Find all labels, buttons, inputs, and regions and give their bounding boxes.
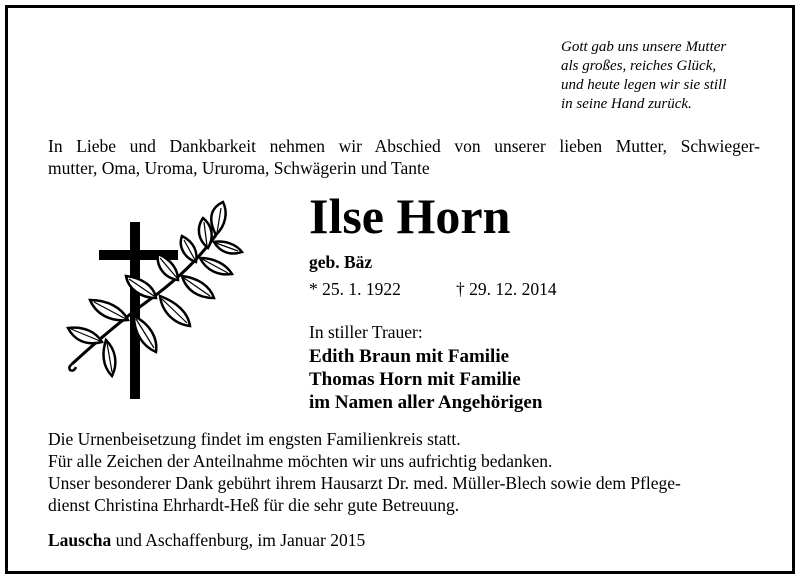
verse-line: in seine Hand zurück. xyxy=(561,96,692,112)
note-line: Die Urnenbeisetzung findet im engsten Familienkreis statt. xyxy=(48,429,461,449)
funeral-notes xyxy=(48,428,760,516)
signature-line xyxy=(48,529,365,551)
obituary-notice xyxy=(5,5,795,574)
deceased-name: Ilse Horn xyxy=(309,188,511,244)
memorial-verse xyxy=(561,38,791,114)
cross-with-palm-branch-icon xyxy=(58,200,258,405)
death-date: † 29. 12. 2014 xyxy=(456,279,557,299)
verse-line: und heute legen wir sie still xyxy=(561,77,727,93)
note-line: Unser besonderer Dank gebührt ihrem Hausarzt Dr. med. Müller-Blech sowie dem Pflege- xyxy=(48,473,681,493)
maiden-name: geb. Bäz xyxy=(309,252,373,272)
verse-line: Gott gab uns unsere Mutter xyxy=(561,39,727,55)
note-line: Für alle Zeichen der Anteilnahme möchten wir uns aufrichtig bedanken. xyxy=(48,451,553,471)
mourner: im Namen aller Angehörigen xyxy=(309,392,543,413)
intro-line: In Liebe und Dankbarkeit nehmen wir Abschied von unserer lieben Mutter, Schwieger- xyxy=(48,136,760,156)
farewell-intro xyxy=(48,135,760,179)
signature-place: Lauscha xyxy=(48,530,112,550)
mourning-heading: In stiller Trauer: xyxy=(309,322,423,342)
mourner: Edith Braun mit Familie xyxy=(309,346,510,367)
birth-date: * 25. 1. 1922 xyxy=(309,279,401,299)
intro-line: mutter, Oma, Uroma, Ururoma, Schwägerin und Tante xyxy=(48,158,430,178)
signature-rest: und Aschaffenburg, im Januar 2015 xyxy=(111,530,366,550)
mourner: Thomas Horn mit Familie xyxy=(309,369,521,390)
note-line: dienst Christina Ehrhardt-Heß für die sehr gute Betreuung. xyxy=(48,495,460,515)
mourners-list xyxy=(309,345,542,414)
life-dates xyxy=(309,278,609,300)
verse-line: als großes, reiches Glück, xyxy=(561,58,717,74)
